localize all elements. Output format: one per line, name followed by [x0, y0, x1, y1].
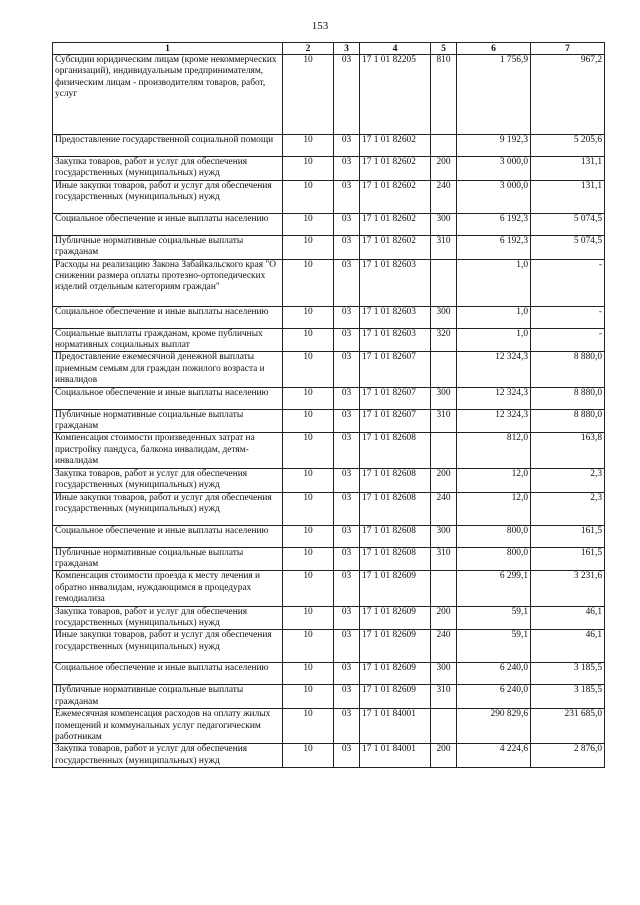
- table-body: [53, 55, 605, 768]
- row-section: 10: [283, 235, 334, 259]
- row-subsection: 03: [334, 157, 360, 181]
- row-expense-type: [431, 433, 457, 468]
- row-section: 10: [283, 328, 334, 352]
- table-row: [53, 468, 605, 492]
- row-description: Социальное обеспечение и иные выплаты населению: [53, 525, 283, 547]
- row-subsection: 03: [334, 606, 360, 630]
- row-subsection: 03: [334, 135, 360, 157]
- table-row: [53, 709, 605, 744]
- row-amount-plan: 6 299,1: [457, 571, 531, 606]
- row-amount-actual: 163,8: [531, 433, 605, 468]
- row-target-code: 17 1 01 82609: [360, 663, 431, 685]
- row-section: 10: [283, 685, 334, 709]
- table-row: [53, 571, 605, 606]
- row-subsection: 03: [334, 409, 360, 433]
- table-row: [53, 235, 605, 259]
- row-target-code: 17 1 01 84001: [360, 709, 431, 744]
- row-amount-actual: -: [531, 306, 605, 328]
- row-expense-type: [431, 709, 457, 744]
- row-expense-type: 200: [431, 468, 457, 492]
- row-section: 10: [283, 135, 334, 157]
- table-row: [53, 180, 605, 213]
- row-description: Закупка товаров, работ и услуг для обеспечения государственных (муниципальных) нужд: [53, 606, 283, 630]
- row-section: 10: [283, 157, 334, 181]
- row-subsection: 03: [334, 213, 360, 235]
- row-amount-actual: 3 185,5: [531, 663, 605, 685]
- budget-table: [52, 42, 605, 768]
- row-amount-plan: 12 324,3: [457, 387, 531, 409]
- row-description: Компенсация стоимости произведенных затрат на пристройку пандуса, балкона инвалидам, детям-инвалидам: [53, 433, 283, 468]
- row-amount-actual: 5 074,5: [531, 213, 605, 235]
- row-subsection: 03: [334, 328, 360, 352]
- row-expense-type: [431, 571, 457, 606]
- table-row: [53, 433, 605, 468]
- table-row: [53, 306, 605, 328]
- row-section: 10: [283, 387, 334, 409]
- row-section: 10: [283, 525, 334, 547]
- row-amount-actual: -: [531, 328, 605, 352]
- row-target-code: 17 1 01 82602: [360, 135, 431, 157]
- row-amount-plan: 1 756,9: [457, 55, 531, 135]
- row-target-code: 17 1 01 82602: [360, 213, 431, 235]
- row-section: 10: [283, 571, 334, 606]
- row-amount-actual: 967,2: [531, 55, 605, 135]
- row-amount-actual: 3 185,5: [531, 685, 605, 709]
- row-expense-type: [431, 352, 457, 387]
- row-section: 10: [283, 547, 334, 571]
- row-expense-type: 300: [431, 306, 457, 328]
- row-description: Иные закупки товаров, работ и услуг для обеспечения государственных (муниципальных) нужд: [53, 492, 283, 525]
- row-description: Публичные нормативные социальные выплаты гражданам: [53, 685, 283, 709]
- row-description: Иные закупки товаров, работ и услуг для обеспечения государственных (муниципальных) нужд: [53, 630, 283, 663]
- table-row: [53, 55, 605, 135]
- row-subsection: 03: [334, 433, 360, 468]
- row-description: Иные закупки товаров, работ и услуг для обеспечения государственных (муниципальных) нужд: [53, 180, 283, 213]
- row-amount-plan: 4 224,6: [457, 744, 531, 768]
- row-subsection: 03: [334, 744, 360, 768]
- row-subsection: 03: [334, 663, 360, 685]
- table-row: [53, 663, 605, 685]
- row-subsection: 03: [334, 492, 360, 525]
- table-row: [53, 685, 605, 709]
- row-subsection: 03: [334, 306, 360, 328]
- row-description: Социальное обеспечение и иные выплаты населению: [53, 306, 283, 328]
- table-row: [53, 213, 605, 235]
- row-expense-type: [431, 135, 457, 157]
- row-description: Публичные нормативные социальные выплаты гражданам: [53, 547, 283, 571]
- row-section: 10: [283, 630, 334, 663]
- row-target-code: 17 1 01 82602: [360, 235, 431, 259]
- row-expense-type: 300: [431, 213, 457, 235]
- row-target-code: 17 1 01 82609: [360, 630, 431, 663]
- row-description: Расходы на реализацию Закона Забайкальского края "О снижении размера оплаты протезно-ортопедических изделий отдельным категориям граждан": [53, 259, 283, 306]
- row-section: 10: [283, 709, 334, 744]
- row-subsection: 03: [334, 387, 360, 409]
- row-subsection: 03: [334, 571, 360, 606]
- table-row: [53, 135, 605, 157]
- row-description: Закупка товаров, работ и услуг для обеспечения государственных (муниципальных) нужд: [53, 157, 283, 181]
- row-target-code: 17 1 01 82205: [360, 55, 431, 135]
- row-amount-actual: 5 205,6: [531, 135, 605, 157]
- row-amount-plan: 9 192,3: [457, 135, 531, 157]
- row-target-code: 17 1 01 82608: [360, 492, 431, 525]
- row-expense-type: 310: [431, 409, 457, 433]
- row-target-code: 17 1 01 82608: [360, 433, 431, 468]
- row-amount-plan: 12,0: [457, 468, 531, 492]
- row-amount-plan: 6 192,3: [457, 235, 531, 259]
- row-amount-plan: 6 240,0: [457, 663, 531, 685]
- row-target-code: 17 1 01 82602: [360, 157, 431, 181]
- row-target-code: 17 1 01 82608: [360, 525, 431, 547]
- row-amount-actual: -: [531, 259, 605, 306]
- row-amount-plan: 1,0: [457, 259, 531, 306]
- row-expense-type: 310: [431, 547, 457, 571]
- row-description: Публичные нормативные социальные выплаты гражданам: [53, 235, 283, 259]
- row-amount-plan: 6 240,0: [457, 685, 531, 709]
- row-section: 10: [283, 259, 334, 306]
- row-subsection: 03: [334, 525, 360, 547]
- row-section: 10: [283, 433, 334, 468]
- row-description: Социальные выплаты гражданам, кроме публичных нормативных социальных выплат: [53, 328, 283, 352]
- row-expense-type: 300: [431, 387, 457, 409]
- row-subsection: 03: [334, 352, 360, 387]
- row-amount-plan: 290 829,6: [457, 709, 531, 744]
- row-description: Предоставление государственной социальной помощи: [53, 135, 283, 157]
- row-amount-actual: 46,1: [531, 630, 605, 663]
- row-amount-plan: 12 324,3: [457, 352, 531, 387]
- row-target-code: 17 1 01 82602: [360, 180, 431, 213]
- row-expense-type: 310: [431, 235, 457, 259]
- row-amount-plan: 59,1: [457, 630, 531, 663]
- row-subsection: 03: [334, 259, 360, 306]
- row-amount-actual: 8 880,0: [531, 352, 605, 387]
- row-amount-plan: 800,0: [457, 525, 531, 547]
- column-header-3: 3: [334, 43, 360, 55]
- row-description: Публичные нормативные социальные выплаты гражданам: [53, 409, 283, 433]
- row-amount-actual: 2,3: [531, 468, 605, 492]
- row-amount-plan: 1,0: [457, 306, 531, 328]
- row-amount-plan: 800,0: [457, 547, 531, 571]
- row-amount-actual: 2,3: [531, 492, 605, 525]
- row-target-code: 17 1 01 82608: [360, 547, 431, 571]
- row-expense-type: 200: [431, 606, 457, 630]
- row-target-code: 17 1 01 82609: [360, 685, 431, 709]
- table-row: [53, 606, 605, 630]
- table-header-row: [53, 43, 605, 55]
- column-header-1: 1: [53, 43, 283, 55]
- row-subsection: 03: [334, 55, 360, 135]
- row-amount-actual: 161,5: [531, 525, 605, 547]
- row-expense-type: 200: [431, 744, 457, 768]
- row-expense-type: 200: [431, 157, 457, 181]
- row-description: Социальное обеспечение и иные выплаты населению: [53, 387, 283, 409]
- row-description: Субсидии юридическим лицам (кроме некоммерческих организаций), индивидуальным предпринимателям, физическим лицам - производителям товаров, работ, услуг: [53, 55, 283, 135]
- row-section: 10: [283, 606, 334, 630]
- row-section: 10: [283, 55, 334, 135]
- row-amount-plan: 59,1: [457, 606, 531, 630]
- row-amount-plan: 1,0: [457, 328, 531, 352]
- row-expense-type: 300: [431, 663, 457, 685]
- row-subsection: 03: [334, 709, 360, 744]
- column-header-4: 4: [360, 43, 431, 55]
- row-amount-actual: 231 685,0: [531, 709, 605, 744]
- row-section: 10: [283, 744, 334, 768]
- table-row: [53, 409, 605, 433]
- row-target-code: 17 1 01 82603: [360, 259, 431, 306]
- row-section: 10: [283, 492, 334, 525]
- page-number: 153: [311, 20, 329, 32]
- table-row: [53, 259, 605, 306]
- row-expense-type: 240: [431, 630, 457, 663]
- row-subsection: 03: [334, 630, 360, 663]
- row-section: 10: [283, 180, 334, 213]
- table-row: [53, 352, 605, 387]
- row-amount-actual: 131,1: [531, 157, 605, 181]
- table-row: [53, 547, 605, 571]
- row-section: 10: [283, 306, 334, 328]
- column-header-2: 2: [283, 43, 334, 55]
- row-description: Социальное обеспечение и иные выплаты населению: [53, 663, 283, 685]
- row-description: Предоставление ежемесячной денежной выплаты приемным семьям для граждан пожилого возраста и инвалидов: [53, 352, 283, 387]
- row-expense-type: 240: [431, 492, 457, 525]
- row-amount-actual: 46,1: [531, 606, 605, 630]
- table-row: [53, 744, 605, 768]
- column-header-6: 6: [457, 43, 531, 55]
- row-target-code: 17 1 01 82608: [360, 468, 431, 492]
- row-target-code: 17 1 01 82609: [360, 571, 431, 606]
- row-description: Закупка товаров, работ и услуг для обеспечения государственных (муниципальных) нужд: [53, 468, 283, 492]
- row-amount-plan: 812,0: [457, 433, 531, 468]
- row-expense-type: 310: [431, 685, 457, 709]
- row-expense-type: 320: [431, 328, 457, 352]
- row-expense-type: 300: [431, 525, 457, 547]
- row-subsection: 03: [334, 235, 360, 259]
- row-amount-actual: 2 876,0: [531, 744, 605, 768]
- column-header-7: 7: [531, 43, 605, 55]
- row-amount-actual: 5 074,5: [531, 235, 605, 259]
- row-target-code: 17 1 01 82609: [360, 606, 431, 630]
- row-amount-plan: 12,0: [457, 492, 531, 525]
- row-section: 10: [283, 352, 334, 387]
- row-expense-type: 810: [431, 55, 457, 135]
- row-target-code: 17 1 01 82607: [360, 352, 431, 387]
- row-amount-plan: 3 000,0: [457, 157, 531, 181]
- row-subsection: 03: [334, 180, 360, 213]
- row-description: Компенсация стоимости проезда к месту лечения и обратно инвалидам, нуждающимся в процедурах гемодиализа: [53, 571, 283, 606]
- row-amount-actual: 131,1: [531, 180, 605, 213]
- table-row: [53, 630, 605, 663]
- row-target-code: 17 1 01 82603: [360, 306, 431, 328]
- row-amount-actual: 8 880,0: [531, 409, 605, 433]
- row-section: 10: [283, 213, 334, 235]
- row-description: Закупка товаров, работ и услуг для обеспечения государственных (муниципальных) нужд: [53, 744, 283, 768]
- row-target-code: 17 1 01 82607: [360, 387, 431, 409]
- table-row: [53, 492, 605, 525]
- row-subsection: 03: [334, 547, 360, 571]
- row-section: 10: [283, 663, 334, 685]
- row-description: Ежемесячная компенсация расходов на оплату жилых помещений и коммунальных услуг педагогическим работникам: [53, 709, 283, 744]
- row-subsection: 03: [334, 685, 360, 709]
- row-section: 10: [283, 409, 334, 433]
- table-row: [53, 157, 605, 181]
- row-section: 10: [283, 468, 334, 492]
- row-target-code: 17 1 01 84001: [360, 744, 431, 768]
- row-amount-plan: 6 192,3: [457, 213, 531, 235]
- table-row: [53, 387, 605, 409]
- row-expense-type: [431, 259, 457, 306]
- row-expense-type: 240: [431, 180, 457, 213]
- row-amount-plan: 12 324,3: [457, 409, 531, 433]
- row-amount-actual: 3 231,6: [531, 571, 605, 606]
- row-description: Социальное обеспечение и иные выплаты населению: [53, 213, 283, 235]
- row-subsection: 03: [334, 468, 360, 492]
- row-target-code: 17 1 01 82607: [360, 409, 431, 433]
- column-header-5: 5: [431, 43, 457, 55]
- table-row: [53, 525, 605, 547]
- row-amount-plan: 3 000,0: [457, 180, 531, 213]
- row-amount-actual: 161,5: [531, 547, 605, 571]
- row-target-code: 17 1 01 82603: [360, 328, 431, 352]
- row-amount-actual: 8 880,0: [531, 387, 605, 409]
- table-row: [53, 328, 605, 352]
